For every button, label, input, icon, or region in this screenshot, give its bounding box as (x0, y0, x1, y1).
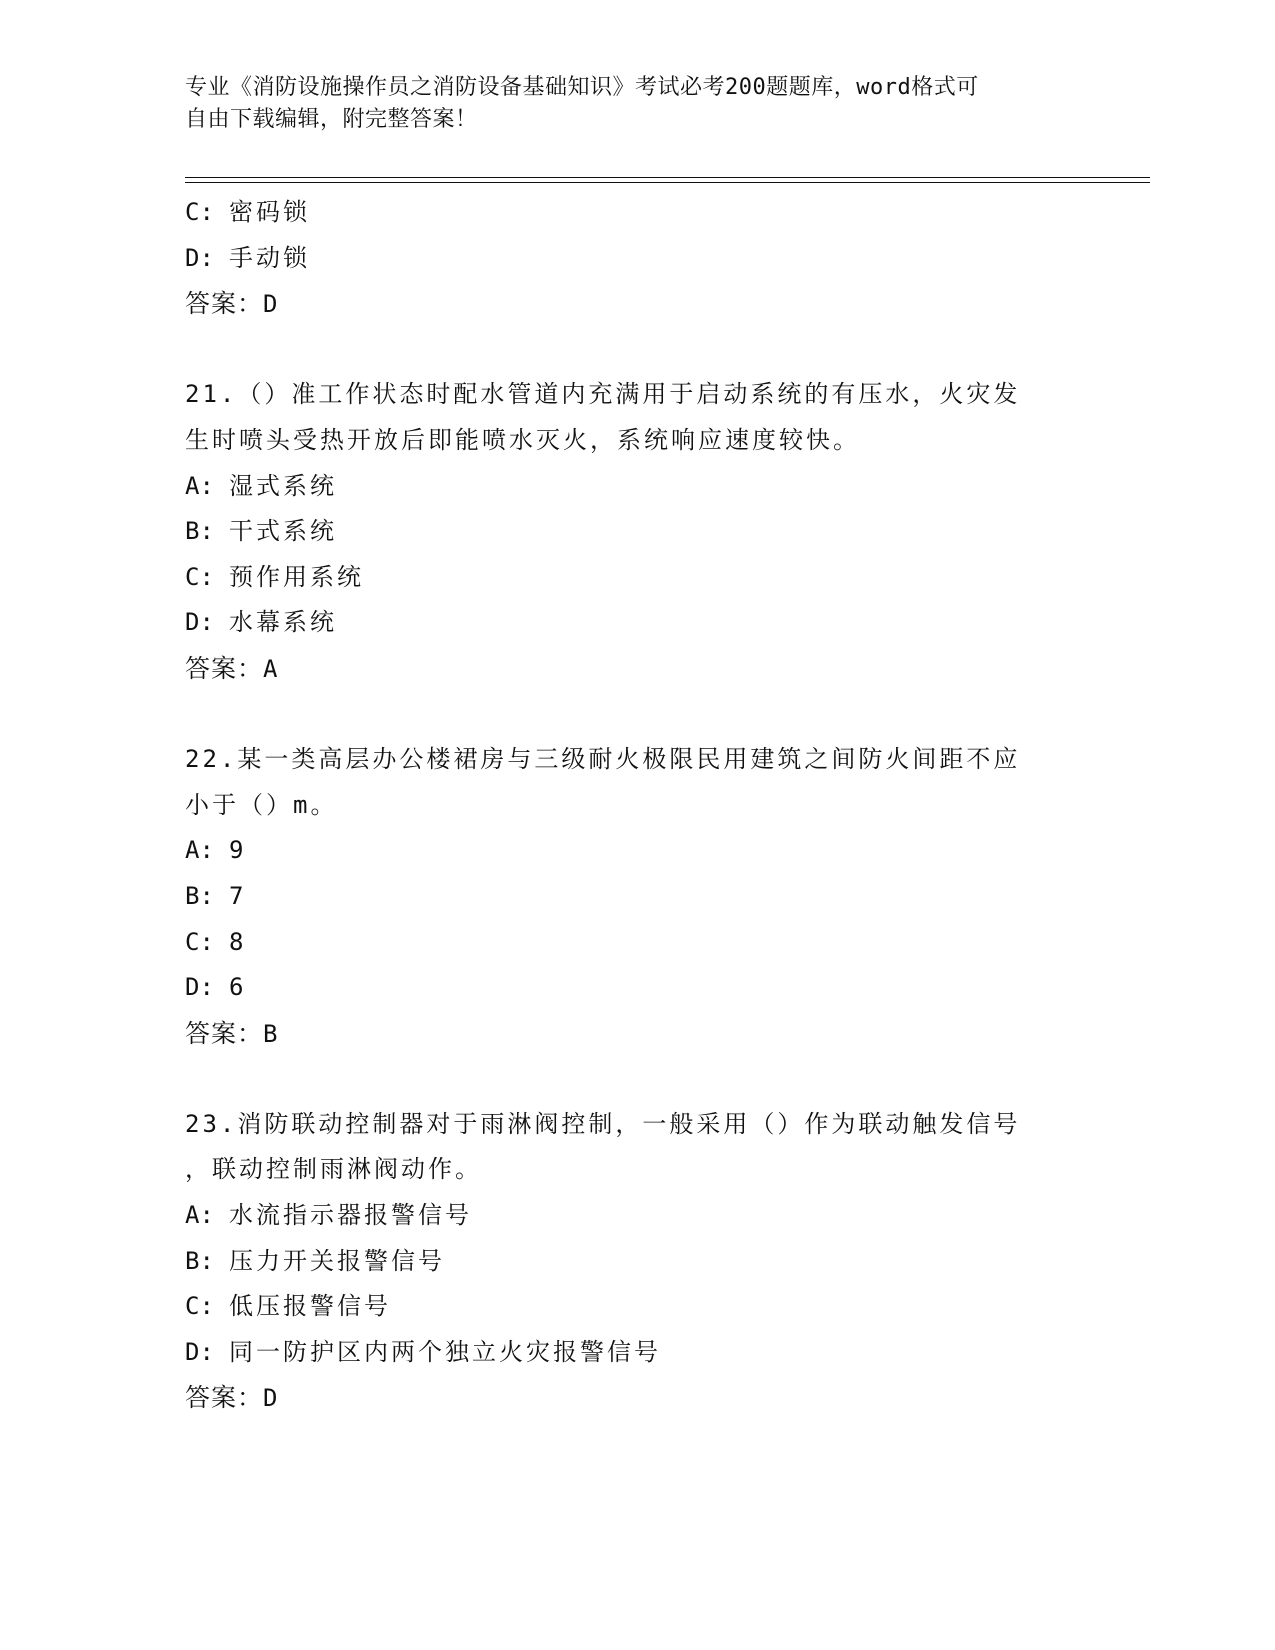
answer-line (185, 646, 1085, 692)
question-stem-line: 23.消防联动控制器对于雨淋阀控制，一般采用（）作为联动触发信号 (185, 1109, 1021, 1138)
option-text: 压力开关报警信号 (229, 1246, 445, 1275)
answer-value: D (263, 290, 278, 319)
option-label: C: (185, 927, 214, 956)
answer-line (185, 1375, 1085, 1421)
option-text: 密码锁 (229, 198, 310, 226)
option-text: 低压报警信号 (229, 1292, 391, 1321)
answer-label: 答案： (185, 653, 264, 683)
header-line-1: 专业《消防设施操作员之消防设备基础知识》考试必考200题题库，word格式可 (185, 75, 979, 100)
option-c (185, 920, 1085, 966)
answer-label: 答案： (185, 1018, 264, 1048)
answer-line (185, 281, 1085, 327)
option-label: D: (185, 608, 214, 637)
option-label: D: (185, 243, 214, 272)
answer-label: 答案： (185, 1383, 264, 1413)
question-stem-line: 生时喷头受热开放后即能喷水灭火，系统响应速度较快。 (185, 425, 860, 454)
option-text: 干式系统 (229, 517, 337, 546)
option-text: 水流指示器报警信号 (229, 1201, 472, 1230)
question-21 (185, 372, 1085, 691)
answer-value: D (263, 1384, 278, 1413)
option-text: 7 (229, 881, 247, 910)
option-label: C: (185, 1292, 214, 1321)
option-text: 6 (229, 973, 247, 1002)
question-stem-line: 22.某一类高层办公楼裙房与三级耐火极限民用建筑之间防火间距不应 (185, 745, 1021, 774)
spacer (185, 1056, 1085, 1102)
question-20-continuation (185, 190, 1085, 327)
option-label: D: (185, 1337, 214, 1366)
question-stem-line: 21.（）准工作状态时配水管道内充满用于启动系统的有压水，火灾发 (185, 380, 1021, 409)
option-b (185, 1239, 1085, 1285)
option-label: D: (185, 973, 214, 1002)
option-a (185, 1193, 1085, 1239)
option-label: A: (185, 471, 214, 500)
option-label: B: (185, 1246, 214, 1275)
question-22 (185, 737, 1085, 1056)
page-header (185, 72, 1065, 136)
answer-value: A (263, 654, 278, 683)
header-rule-bottom (185, 182, 1150, 183)
question-stem-line: ，联动控制雨淋阀动作。 (185, 1155, 482, 1184)
answer-line (185, 1011, 1085, 1057)
document-body (185, 190, 1085, 1421)
question-stem-line: 小于（）m。 (185, 790, 338, 819)
option-b (185, 874, 1085, 920)
option-text: 8 (229, 927, 247, 956)
answer-label: 答案： (185, 289, 264, 319)
answer-value: B (263, 1019, 278, 1048)
option-d (185, 600, 1085, 646)
option-b (185, 509, 1085, 555)
option-a (185, 828, 1085, 874)
option-label: C: (185, 198, 214, 226)
spacer (185, 692, 1085, 738)
option-a (185, 464, 1085, 510)
option-label: B: (185, 517, 214, 546)
header-rule-top (185, 177, 1150, 178)
option-text: 水幕系统 (229, 608, 337, 637)
option-d (185, 236, 1085, 282)
option-c (185, 190, 1085, 236)
option-text: 预作用系统 (229, 562, 364, 591)
header-line-2: 自由下载编辑，附完整答案！ (185, 107, 478, 132)
option-text: 手动锁 (229, 243, 310, 272)
option-label: A: (185, 1201, 214, 1230)
option-text: 9 (229, 836, 247, 865)
option-label: A: (185, 836, 214, 865)
option-label: B: (185, 881, 214, 910)
option-label: C: (185, 562, 214, 591)
option-c (185, 555, 1085, 601)
spacer (185, 327, 1085, 373)
question-23 (185, 1102, 1085, 1421)
option-text: 同一防护区内两个独立火灾报警信号 (229, 1337, 661, 1366)
option-d (185, 965, 1085, 1011)
option-text: 湿式系统 (229, 471, 337, 500)
option-d (185, 1330, 1085, 1376)
option-c (185, 1284, 1085, 1330)
